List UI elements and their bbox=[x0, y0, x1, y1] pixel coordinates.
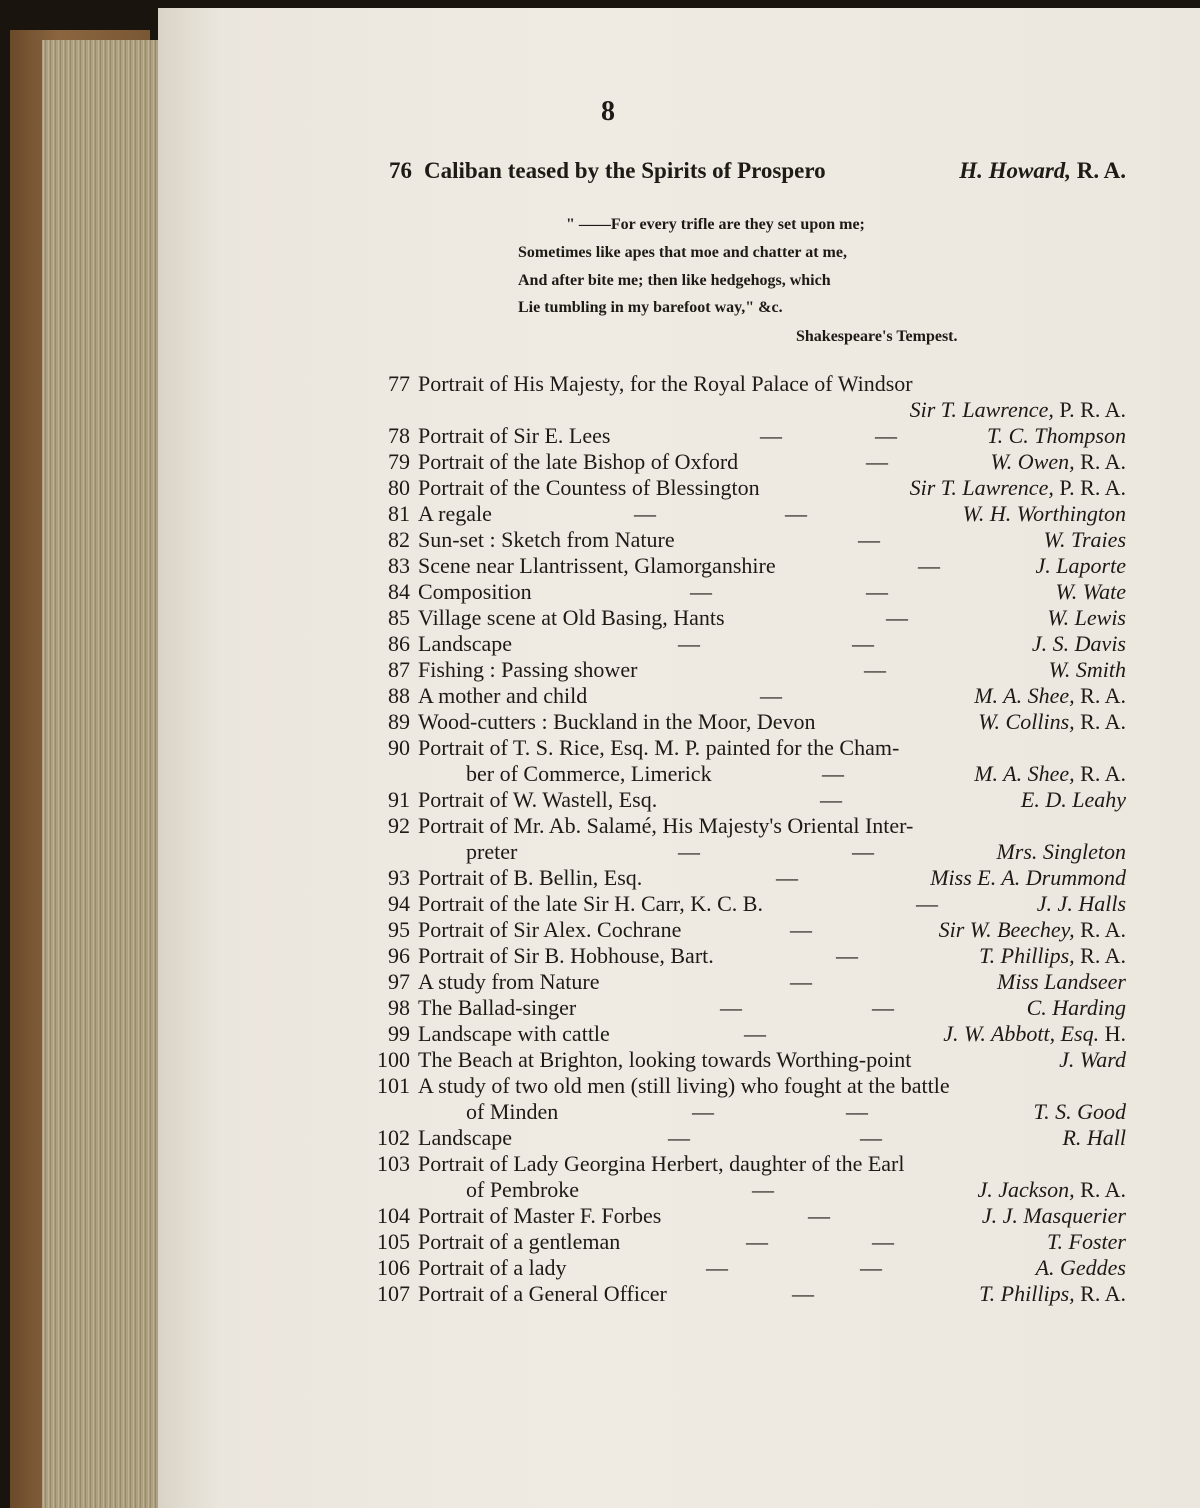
entry-title: Landscape with cattle bbox=[418, 1021, 610, 1046]
entry-number: 84 bbox=[388, 579, 410, 604]
catalogue-entry bbox=[0, 735, 1200, 763]
artist-name: Sir W. Beechey, bbox=[938, 917, 1075, 942]
entry-title: Wood-cutters : Buckland in the Moor, Devon bbox=[418, 709, 816, 734]
entry-number: 79 bbox=[388, 449, 410, 474]
entry-artist bbox=[1037, 891, 1126, 917]
catalogue-entry bbox=[0, 1255, 1200, 1283]
entry-dash: — bbox=[690, 579, 712, 604]
artist-name: Sir T. Lawrence, bbox=[909, 475, 1054, 500]
entry-artist bbox=[910, 397, 1126, 423]
artist-suffix: R. A. bbox=[1080, 449, 1126, 474]
entry-title: Portrait of Sir Alex. Cochrane bbox=[418, 917, 682, 942]
catalogue-entry bbox=[0, 657, 1200, 685]
catalogue-entry bbox=[0, 1229, 1200, 1257]
catalogue-entry bbox=[0, 1203, 1200, 1231]
entry-artist bbox=[1047, 605, 1126, 631]
artist-name: Miss E. A. Drummond bbox=[930, 865, 1126, 890]
artist-name: A. Geddes bbox=[1035, 1255, 1126, 1280]
entry-dash: — bbox=[852, 839, 874, 864]
verse-line-4: Lie tumbling in my barefoot way," &c. bbox=[518, 299, 783, 316]
entry-number: 87 bbox=[388, 657, 410, 682]
entry-artist bbox=[978, 709, 1126, 735]
catalogue-entry bbox=[0, 631, 1200, 659]
entry-dash: — bbox=[720, 995, 742, 1020]
entry-title: A study from Nature bbox=[418, 969, 600, 994]
artist-name: W. Wate bbox=[1055, 579, 1126, 604]
entry-dash: — bbox=[918, 553, 940, 578]
artist-name: M. A. Shee, bbox=[974, 683, 1075, 708]
entry-title: Portrait of a General Officer bbox=[418, 1281, 667, 1306]
artist-name: Mrs. Singleton bbox=[996, 839, 1126, 864]
catalogue-entry bbox=[0, 371, 1200, 399]
artist-name: W. Owen, bbox=[990, 449, 1075, 474]
entry-artist bbox=[1047, 1229, 1126, 1255]
entry-title: Composition bbox=[418, 579, 532, 604]
entry-title: Sun-set : Sketch from Nature bbox=[418, 527, 675, 552]
entry-number: 83 bbox=[388, 553, 410, 578]
artist-name: T. Phillips, bbox=[979, 943, 1075, 968]
catalogue-entry bbox=[0, 761, 1200, 789]
entry-dash: — bbox=[836, 943, 858, 968]
entry-title: Portrait of W. Wastell, Esq. bbox=[418, 787, 658, 812]
entry-title: Landscape bbox=[418, 631, 513, 656]
artist-suffix: R. A. bbox=[1076, 158, 1126, 183]
entry-title: of Minden bbox=[466, 1099, 559, 1124]
entry-dash: — bbox=[916, 891, 938, 916]
catalogue-entry bbox=[0, 969, 1200, 997]
entry-number: 86 bbox=[388, 631, 410, 656]
catalogue-entry bbox=[0, 943, 1200, 971]
catalogue-entry bbox=[0, 501, 1200, 529]
entry-dash: — bbox=[785, 501, 807, 526]
catalogue-entry bbox=[0, 449, 1200, 477]
entry-title: preter bbox=[466, 839, 518, 864]
entry-number: 96 bbox=[388, 943, 410, 968]
entry-artist bbox=[991, 449, 1127, 475]
catalogue-entry bbox=[0, 553, 1200, 581]
entry-title: Portrait of a gentleman bbox=[418, 1229, 621, 1254]
catalogue-entry bbox=[0, 683, 1200, 711]
artist-name: J. Ward bbox=[1059, 1047, 1126, 1072]
catalogue-entry bbox=[0, 605, 1200, 633]
entry-number: 91 bbox=[388, 787, 410, 812]
entry-artist bbox=[974, 683, 1126, 709]
verse-line-3: And after bite me; then like hedgehogs, which bbox=[518, 272, 831, 289]
entry-number: 94 bbox=[388, 891, 410, 916]
artist-name: W. Smith bbox=[1048, 657, 1126, 682]
entry-dash: — bbox=[678, 839, 700, 864]
entry-number: 90 bbox=[388, 735, 410, 760]
entry-number: 98 bbox=[388, 995, 410, 1020]
entry-artist bbox=[1032, 631, 1126, 657]
artist-name: J. Laporte bbox=[1035, 553, 1126, 578]
entry-number: 103 bbox=[377, 1151, 410, 1176]
entry-dash: — bbox=[760, 683, 782, 708]
catalogue-entry bbox=[0, 475, 1200, 503]
artist-suffix: H. bbox=[1104, 1021, 1126, 1046]
entry-dash: — bbox=[760, 423, 782, 448]
entry-title: Fishing : Passing shower bbox=[418, 657, 638, 682]
catalogue-entry bbox=[0, 1021, 1200, 1049]
entry-artist bbox=[1021, 787, 1126, 813]
catalogue-entry bbox=[0, 995, 1200, 1023]
entry-artist bbox=[930, 865, 1126, 891]
entry-artist bbox=[1027, 995, 1126, 1021]
entry-artist bbox=[974, 761, 1126, 787]
artist-suffix: R. A. bbox=[1080, 683, 1126, 708]
artist-name: T. S. Good bbox=[1033, 1099, 1126, 1124]
entry-artist bbox=[959, 158, 1126, 184]
entry-number: 81 bbox=[388, 501, 410, 526]
catalogue-entry bbox=[0, 709, 1200, 737]
catalogue-entry bbox=[0, 1151, 1200, 1179]
artist-suffix: P. R. A. bbox=[1059, 397, 1126, 422]
entry-number: 105 bbox=[377, 1229, 410, 1254]
entry-number: 106 bbox=[377, 1255, 410, 1280]
entry-title: Portrait of the late Bishop of Oxford bbox=[418, 449, 739, 474]
catalogue-entry bbox=[0, 891, 1200, 919]
entry-number: 102 bbox=[377, 1125, 410, 1150]
entry-artist bbox=[1056, 579, 1127, 605]
entry-dash: — bbox=[866, 579, 888, 604]
page-number: 8 bbox=[601, 96, 615, 127]
verse-source: Shakespeare's Tempest. bbox=[796, 328, 958, 345]
catalogue-entry bbox=[0, 787, 1200, 815]
artist-name: M. A. Shee, bbox=[974, 761, 1075, 786]
artist-suffix: R. A. bbox=[1080, 943, 1126, 968]
entry-title: Portrait of Master F. Forbes bbox=[418, 1203, 662, 1228]
artist-name: J. J. Masquerier bbox=[981, 1203, 1126, 1228]
entry-title: Portrait of the Countess of Blessington bbox=[418, 475, 760, 500]
entry-title: A regale bbox=[418, 501, 492, 526]
entry-number: 107 bbox=[377, 1281, 410, 1306]
entry-artist bbox=[996, 839, 1126, 865]
entry-artist bbox=[939, 917, 1126, 943]
entry-title: Portrait of a lady bbox=[418, 1255, 567, 1280]
catalogue-entry bbox=[0, 1177, 1200, 1205]
entry-dash: — bbox=[852, 631, 874, 656]
entry-number: 93 bbox=[388, 865, 410, 890]
entry-dash: — bbox=[858, 527, 880, 552]
entry-artist bbox=[987, 423, 1126, 449]
entry-number: 100 bbox=[377, 1047, 410, 1072]
entry-title: The Ballad-singer bbox=[418, 995, 577, 1020]
artist-name: J. J. Halls bbox=[1036, 891, 1126, 916]
artist-name: T. Foster bbox=[1046, 1229, 1126, 1254]
entry-artist bbox=[943, 1021, 1126, 1047]
catalogue-entry bbox=[0, 1099, 1200, 1127]
entry-artist bbox=[997, 969, 1126, 995]
artist-name: T. Phillips, bbox=[979, 1281, 1075, 1306]
artist-suffix: R. A. bbox=[1080, 709, 1126, 734]
artist-name: W. Lewis bbox=[1047, 605, 1126, 630]
entry-dash: — bbox=[886, 605, 908, 630]
verse-line-2: Sometimes like apes that moe and chatter at me, bbox=[518, 244, 847, 261]
entry-dash: — bbox=[846, 1099, 868, 1124]
entry-title: Portrait of T. S. Rice, Esq. M. P. painted for the Cham- bbox=[418, 735, 900, 760]
entry-dash: — bbox=[792, 1281, 814, 1306]
entry-artist bbox=[1049, 657, 1126, 683]
catalogue-entry bbox=[0, 917, 1200, 945]
entry-dash: — bbox=[678, 631, 700, 656]
entry-title: The Beach at Brighton, looking towards Worthing-point bbox=[418, 1047, 912, 1072]
entry-dash: — bbox=[872, 1229, 894, 1254]
entry-dash: — bbox=[776, 865, 798, 890]
entry-title: A study of two old men (still living) who fought at the battle bbox=[418, 1073, 950, 1098]
artist-suffix: R. A. bbox=[1080, 761, 1126, 786]
entry-title: Portrait of the late Sir H. Carr, K. C. B. bbox=[418, 891, 763, 916]
entry-dash: — bbox=[744, 1021, 766, 1046]
entry-title: Portrait of Mr. Ab. Salamé, His Majesty's Oriental Inter- bbox=[418, 813, 914, 838]
entry-artist bbox=[963, 501, 1126, 527]
artist-name: Sir T. Lawrence, bbox=[909, 397, 1054, 422]
entry-dash: — bbox=[706, 1255, 728, 1280]
artist-suffix: R. A. bbox=[1080, 1177, 1126, 1202]
entry-number: 76 bbox=[389, 158, 412, 183]
catalogue-entry bbox=[0, 527, 1200, 555]
entry-artist bbox=[1059, 1047, 1126, 1073]
entry-artist bbox=[1036, 553, 1126, 579]
entry-title: A mother and child bbox=[418, 683, 588, 708]
catalogue-entry bbox=[0, 579, 1200, 607]
entry-dash: — bbox=[860, 1125, 882, 1150]
entry-artist bbox=[982, 1203, 1126, 1229]
entry-title: Portrait of B. Bellin, Esq. bbox=[418, 865, 643, 890]
entry-artist bbox=[979, 943, 1126, 969]
entry-number: 89 bbox=[388, 709, 410, 734]
entry-title: Portrait of His Majesty, for the Royal Palace of Windsor bbox=[418, 371, 913, 396]
entry-artist bbox=[979, 1281, 1126, 1307]
artist-name: Miss Landseer bbox=[997, 969, 1126, 994]
artist-name: J. S. Davis bbox=[1031, 631, 1126, 656]
entry-artist bbox=[1036, 1255, 1126, 1281]
entry-dash: — bbox=[808, 1203, 830, 1228]
entry-number: 88 bbox=[388, 683, 410, 708]
entry-dash: — bbox=[875, 423, 897, 448]
entry-title: Caliban teased by the Spirits of Prospero bbox=[424, 158, 826, 183]
entry-76 bbox=[0, 158, 1200, 186]
artist-name: C. Harding bbox=[1026, 995, 1126, 1020]
catalogue-entry bbox=[0, 865, 1200, 893]
artist-suffix: P. R. A. bbox=[1059, 475, 1126, 500]
entry-number: 95 bbox=[388, 917, 410, 942]
catalogue-entry bbox=[0, 397, 1200, 425]
entry-dash: — bbox=[860, 1255, 882, 1280]
entry-title: of Pembroke bbox=[466, 1177, 580, 1202]
entry-title: Scene near Llantrissent, Glamorganshire bbox=[418, 553, 776, 578]
entry-artist bbox=[1062, 1125, 1126, 1151]
entry-dash: — bbox=[790, 969, 812, 994]
entry-title: Landscape bbox=[418, 1125, 513, 1150]
entry-title: ber of Commerce, Limerick bbox=[466, 761, 712, 786]
catalogue-entry bbox=[0, 1047, 1200, 1075]
artist-suffix: R. A. bbox=[1080, 1281, 1126, 1306]
catalogue-entry bbox=[0, 839, 1200, 867]
verse-line-1: " ——For every trifle are they set upon me; bbox=[566, 216, 865, 233]
entry-artist bbox=[978, 1177, 1126, 1203]
entry-artist bbox=[1044, 527, 1126, 553]
entry-title: Portrait of Lady Georgina Herbert, daughter of the Earl bbox=[418, 1151, 905, 1176]
artist-name: R. Hall bbox=[1062, 1125, 1126, 1150]
artist-name: J. Jackson, bbox=[977, 1177, 1075, 1202]
entry-number: 77 bbox=[388, 371, 410, 396]
entry-number: 92 bbox=[388, 813, 410, 838]
entry-title: Portrait of Sir E. Lees bbox=[418, 423, 611, 448]
entry-dash: — bbox=[752, 1177, 774, 1202]
entry-number: 80 bbox=[388, 475, 410, 500]
entry-number: 104 bbox=[377, 1203, 410, 1228]
entry-dash: — bbox=[790, 917, 812, 942]
catalogue-entry bbox=[0, 1125, 1200, 1153]
entry-dash: — bbox=[746, 1229, 768, 1254]
artist-name: W. Traies bbox=[1043, 527, 1126, 552]
entry-dash: — bbox=[692, 1099, 714, 1124]
entry-dash: — bbox=[822, 761, 844, 786]
entry-title: Village scene at Old Basing, Hants bbox=[418, 605, 725, 630]
catalogue-entry bbox=[0, 813, 1200, 841]
entry-dash: — bbox=[872, 995, 894, 1020]
entry-dash: — bbox=[864, 657, 886, 682]
entry-dash: — bbox=[820, 787, 842, 812]
entry-number: 101 bbox=[377, 1073, 410, 1098]
entry-title: Portrait of Sir B. Hobhouse, Bart. bbox=[418, 943, 714, 968]
entry-number: 99 bbox=[388, 1021, 410, 1046]
artist-name: W. H. Worthington bbox=[962, 501, 1126, 526]
catalogue-entry bbox=[0, 1281, 1200, 1309]
artist-suffix: R. A. bbox=[1080, 917, 1126, 942]
entry-number: 85 bbox=[388, 605, 410, 630]
entry-artist bbox=[910, 475, 1126, 501]
entry-number: 82 bbox=[388, 527, 410, 552]
artist-name: W. Collins, bbox=[978, 709, 1075, 734]
entry-artist bbox=[1034, 1099, 1127, 1125]
entry-dash: — bbox=[634, 501, 656, 526]
artist-name: H. Howard, bbox=[959, 158, 1072, 183]
entry-dash: — bbox=[668, 1125, 690, 1150]
entry-number: 78 bbox=[388, 423, 410, 448]
artist-name: E. D. Leahy bbox=[1020, 787, 1126, 812]
catalogue-entry bbox=[0, 423, 1200, 451]
entry-number: 97 bbox=[388, 969, 410, 994]
entry-dash: — bbox=[866, 449, 888, 474]
artist-name: T. C. Thompson bbox=[987, 423, 1126, 448]
catalogue-entry bbox=[0, 1073, 1200, 1101]
artist-name: J. W. Abbott, Esq. bbox=[943, 1021, 1100, 1046]
